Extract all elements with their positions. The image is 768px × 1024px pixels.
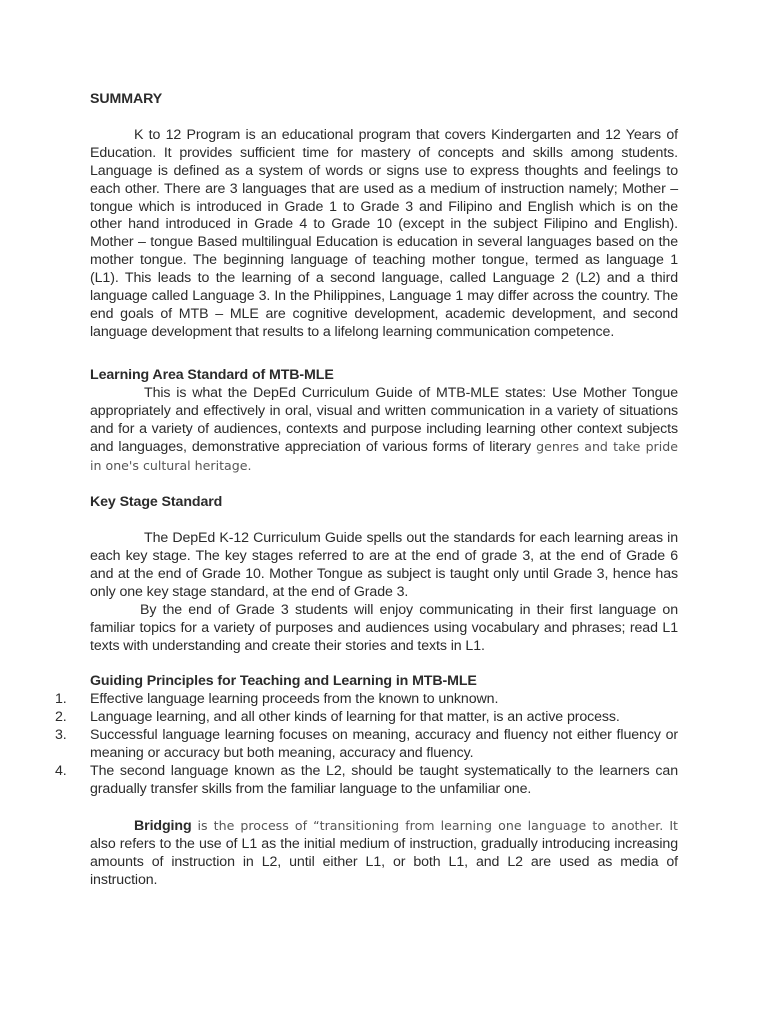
bridging-paragraph	[90, 817, 678, 890]
bridging-term: Bridging	[134, 817, 192, 834]
key-stage-paragraph-2: By the end of Grade 3 students will enjoy communicating in their first language on familiar topics for a variety of purposes and audiences using vocabulary and phrases; read L1 texts with understanding and create their stories and texts in L1.	[90, 601, 678, 654]
list-item-text: Language learning, and all other kinds of learning for that matter, is an active process.	[90, 709, 620, 726]
key-stage-paragraph-1: The DepEd K-12 Curriculum Guide spells out the standards for each learning areas in each key stage. The key stages referred to are at the end of grade 3, at the end of Grade 6 and at the end of Grade 10. Mother Tongue as subject is taught only until Grade 3, hence has only one key stage standard, at the end of Grade 3.	[90, 530, 678, 600]
learning-area-heading: Learning Area Standard of MTB-MLE	[90, 366, 334, 383]
list-item-text: Effective language learning proceeds from the known to unknown.	[90, 691, 499, 708]
list-item	[55, 727, 678, 763]
guiding-principles-list	[55, 691, 678, 798]
summary-heading: SUMMARY	[90, 91, 163, 107]
guiding-heading: Guiding Principles for Teaching and Learning in MTB-MLE	[90, 673, 477, 690]
list-item-text: The second language known as the L2, should be taught systematically to the learners can gradually transfer skills from the familiar language to the unfamiliar one.	[90, 763, 678, 797]
key-stage-heading: Key Stage Standard	[90, 494, 223, 511]
list-item	[55, 691, 678, 709]
bridging-rest: also refers to the use of L1 as the initial medium of instruction, gradually introducing increasing amounts of instruction in L2, until either L1, or both L1, and L2 are used as media of instruction.	[90, 835, 678, 888]
learning-area-tail: genres and take pride in one's cultural heritage.	[90, 439, 678, 474]
list-item-number: 1.	[55, 691, 67, 708]
list-item-number: 4.	[55, 763, 67, 779]
list-item	[55, 709, 678, 727]
learning-area-text: This is what the DepEd Curriculum Guide of MTB-MLE states: Use Mother Tongue appropriately and effectively in oral, visual and written communication in a variety of situations and for a variety of audiences, contexts and purpose including learning other context subjects and languages, demonstrative appreciation of various forms of literary	[90, 384, 678, 456]
bridging-lead: is the process of “transitioning from learning one language to another. It	[197, 817, 678, 833]
list-item	[55, 763, 678, 799]
list-item-number: 2.	[55, 709, 67, 726]
list-item-number: 3.	[55, 727, 67, 744]
document-body	[55, 91, 678, 889]
summary-paragraph: K to 12 Program is an educational program that covers Kindergarten and 12 Years of Education. It provides sufficient time for mastery of concepts and skills among students. Language is defined as a system of words or signs use to express thoughts and feelings to each other. There are 3 languages that are used as a medium of instruction namely; Mother – tongue which is introduced in Grade 1 to Grade 3 and Filipino and English which is on the other hand introduced in Grade 4 to Grade 10 (except in the subject Filipino and English). Mother – tongue Based multilingual Education is education in several languages based on the mother tongue. The beginning language of teaching mother tongue, termed as language 1 (L1). This leads to the learning of a second language, called Language 2 (L2) and a third language called Language 3. In the Philippines, Language 1 may differ across the country. The end goals of MTB – MLE are cognitive development, academic development, and second language development that results to a lifelong learning communication competence.	[90, 126, 678, 340]
list-item-text: Successful language learning focuses on meaning, accuracy and fluency not either fluency or meaning or accuracy but both meaning, accuracy and fluency.	[90, 727, 678, 762]
learning-area-paragraph	[90, 385, 678, 477]
